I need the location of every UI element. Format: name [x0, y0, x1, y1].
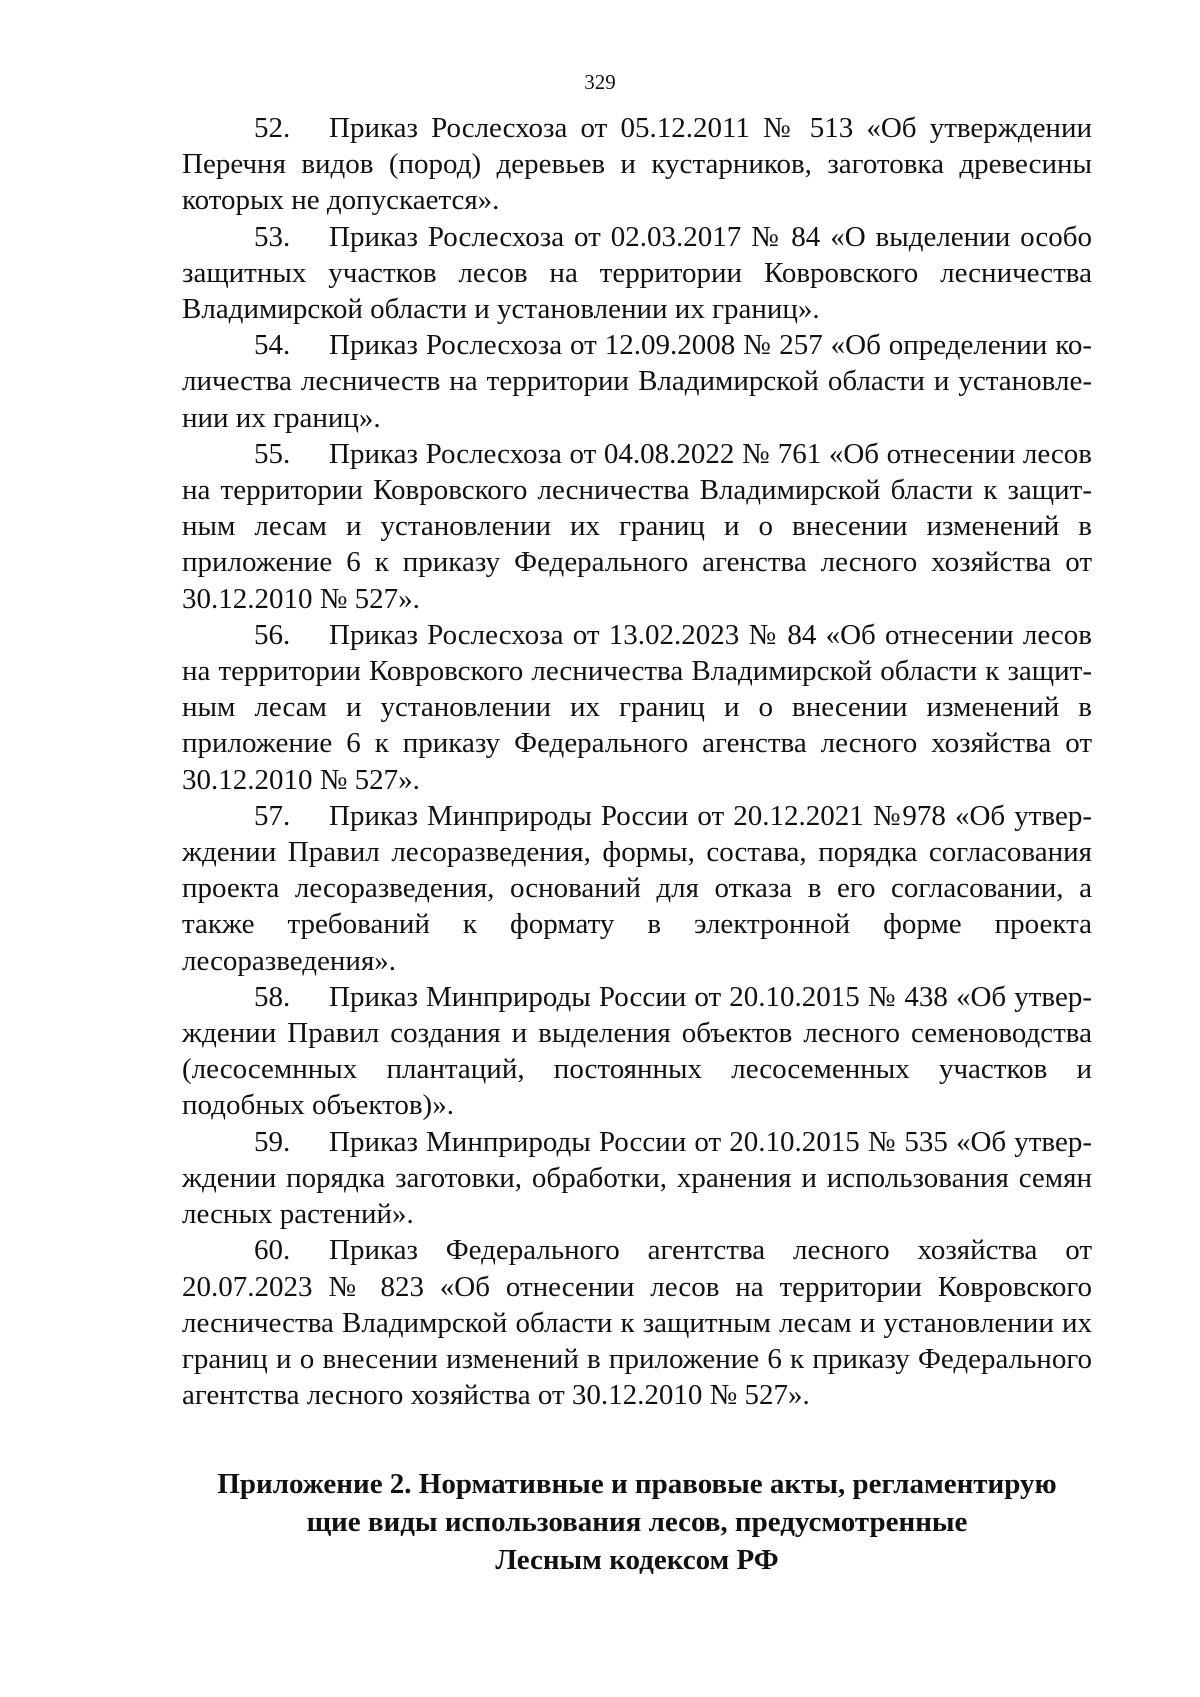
item-number: 60.: [254, 1234, 291, 1267]
list-item: [182, 110, 1092, 219]
item-text: Приказ Рослесхоза от 05.12.2011 № 513 «Об утверждении Перечня видов (пород) деревьев и кустарников, заготовка древесины которых не допускается».: [182, 112, 1092, 217]
item-text: Приказ Федерального агентства лесного хозяйства от 20.07.2023 № 823 «Об отнесении лесов на территории Ковровского лесничества Владимрской области к защитным лесам и установлении их границ и о внесении изменений в приложение 6 к приказу Федерального агентства лесного хозяйства от 30.12.2010 № 527».: [182, 1234, 1092, 1412]
item-text: Приказ Рослесхоза от 02.03.2017 № 84 «О выделении особо защитных участков лесов на территории Ковровского лесничества Владимирской области и установлении их границ».: [182, 220, 1092, 326]
appendix-heading-line: щие виды использования лесов, предусмотренные: [306, 1506, 968, 1538]
list-item: [182, 798, 1092, 979]
item-number: 56.: [254, 618, 291, 651]
item-number: 52.: [254, 112, 291, 144]
item-number: 54.: [254, 329, 291, 362]
item-text: Приказ Минприроды России от 20.12.2021 №978 «Об утверждении Правил лесоразведения, формы, состава, порядка согласования проекта лесоразведения, оснований для отказа в его согласовании, а также требований к формату в электронной форме проекта лесоразведения».: [182, 799, 1092, 977]
list-item: [182, 1232, 1092, 1413]
list-item: [182, 327, 1092, 436]
item-number: 58.: [254, 980, 291, 1013]
page-number: 329: [584, 70, 616, 94]
item-text: Приказ Минприроды России от 20.10.2015 № 438 «Об утверждении Правил создания и выделения объектов лесного семеноводства (лесосемнных плантаций, постоянных лесосеменных участков и подобных объектов)».: [182, 980, 1092, 1122]
item-number: 55.: [254, 437, 291, 470]
list-item: [182, 1124, 1092, 1233]
list-item: [182, 219, 1092, 328]
item-number: 57.: [254, 799, 291, 832]
list-item: [182, 979, 1092, 1124]
list-item: [182, 436, 1092, 617]
item-text: Приказ Рослесхоза от 13.02.2023 № 84 «Об отнесении лесов на территории Ковровского лесничества Владимирской области к защитным лесам и установлении их границ и о внесении изменений в приложение 6 к приказу Федерального агенства лесного хозяйства от 30.12.2010 № 527».: [182, 618, 1092, 796]
appendix-heading-line: Приложение 2. Нормативные и правовые акты, регламентирую: [217, 1468, 1057, 1500]
item-number: 59.: [254, 1125, 291, 1158]
list-item: [182, 617, 1092, 798]
item-text: Приказ Рослесхоза от 04.08.2022 № 761 «Об отнесении лесов на территории Ковровского лесничества Владимирской бласти к защитным лесам и установлении их границ и о внесении изменений в приложение 6 к приказу Федерального агенства лесного хозяйства от 30.12.2010 № 527».: [182, 437, 1092, 615]
appendix-heading-line: Лесным кодексом РФ: [495, 1544, 779, 1576]
item-text: Приказ Рослесхоза от 12.09.2008 № 257 «Об определении количества лесничеств на территории Владимирской области и установлении их границ».: [182, 329, 1092, 434]
reference-list: [182, 110, 1092, 1413]
appendix-heading: [182, 1465, 1092, 1579]
item-text: Приказ Минприроды России от 20.10.2015 № 535 «Об утверждении порядка заготовки, обработки, хранения и использования семян лесных растений».: [182, 1125, 1092, 1231]
item-number: 53.: [254, 220, 291, 253]
